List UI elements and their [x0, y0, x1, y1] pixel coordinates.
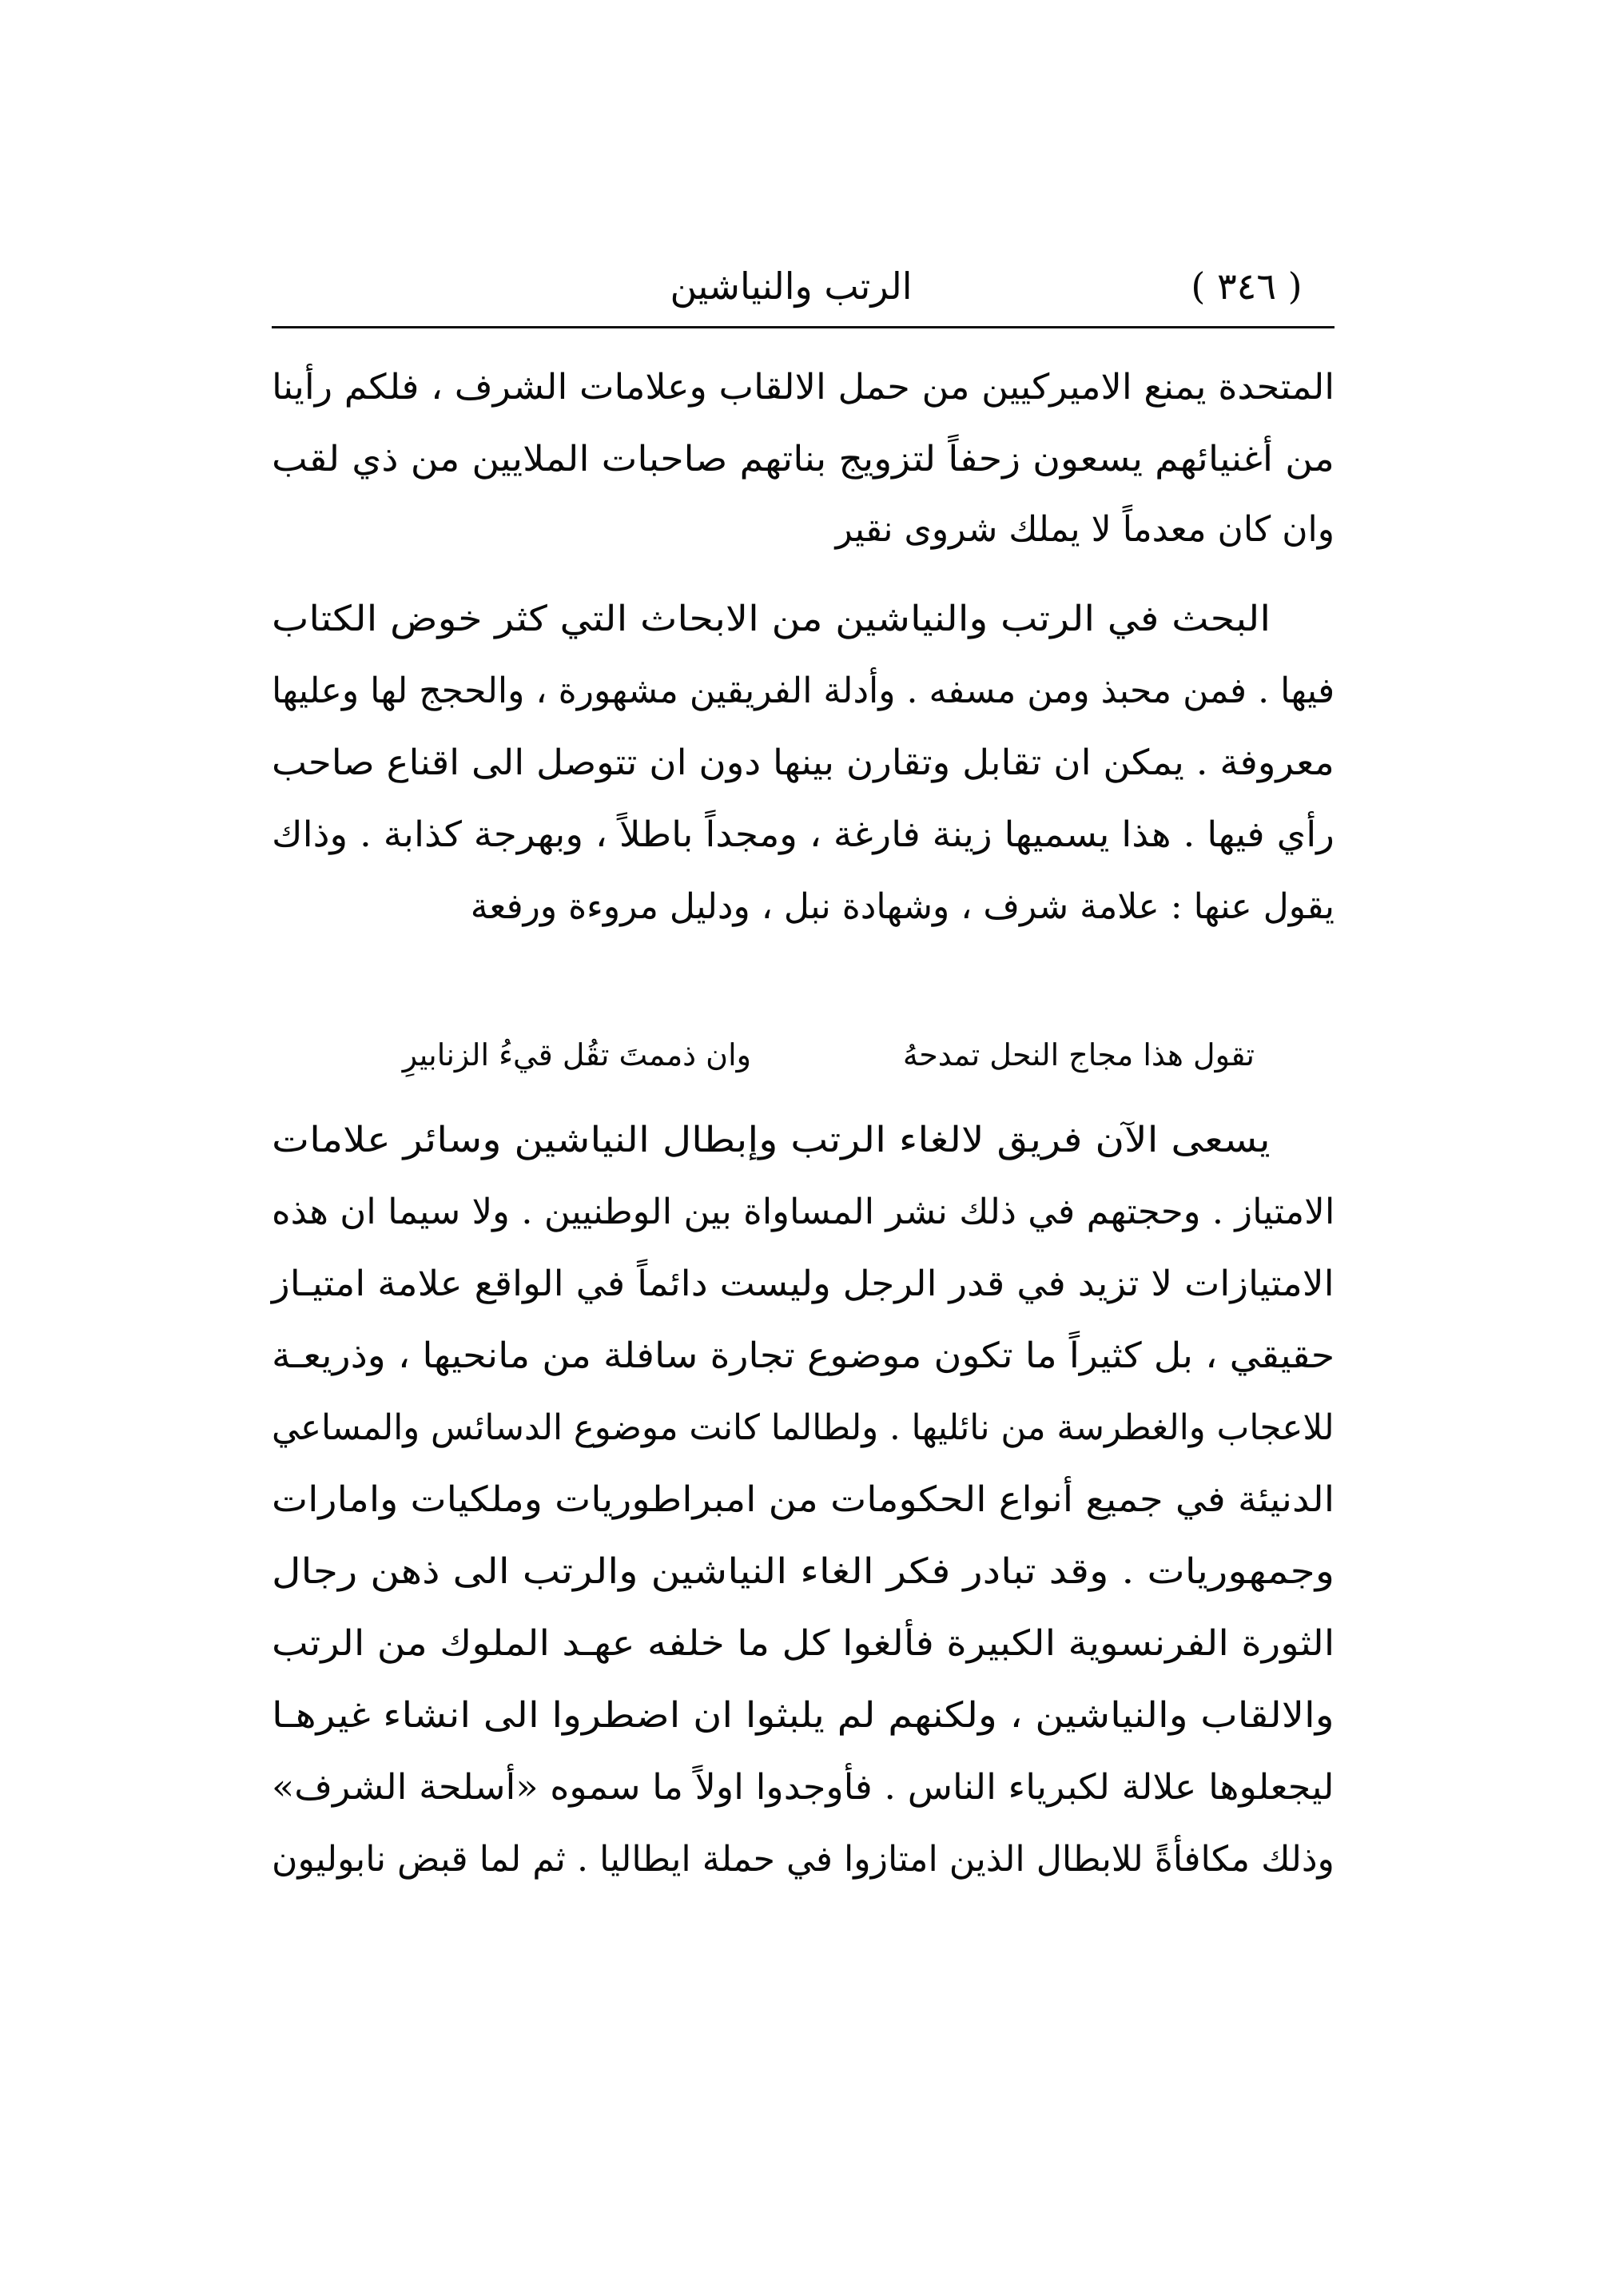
text-line	[272, 424, 1335, 495]
text-line	[272, 1176, 1335, 1248]
text-line	[272, 1464, 1335, 1536]
poetry-verse	[272, 1019, 1335, 1091]
text-line	[272, 871, 1335, 943]
text-line-content: ليجعلوها علالة لكبرياء الناس . فأوجدوا اولاً ما سموه «أسلحة الشرف»	[272, 1767, 1335, 1808]
running-title: الرتب والنياشين	[670, 265, 913, 308]
verse-second-hemistich: وان ذممتَ تقُل قيءُ الزنابيرِ	[402, 1037, 751, 1072]
verse-first-hemistich: تقول هذا مجاج النحل تمدحهُ	[902, 1037, 1255, 1072]
text-line	[272, 1248, 1335, 1320]
text-line	[272, 1104, 1335, 1176]
header-rule	[272, 326, 1335, 328]
text-line-content: فيها . فمن محبذ ومن مسفه . وأدلة الفريقين مشهورة ، والحجج لها وعليها	[271, 670, 1335, 711]
text-line-content: يقول عنها : علامة شرف ، وشهادة نبل ، ودليل مروءة ورفعة	[470, 886, 1335, 927]
text-line-content: المتحدة يمنع الاميركيين من حمل الالقاب وعلامات الشرف ، فلكم رأينا	[271, 367, 1335, 408]
text-line-content: رأي فيها . هذا يسميها زينة فارغة ، ومجداً باطلاً ، وبهرجة كذابة . وذاك	[272, 814, 1335, 855]
text-line-content: البحث في الرتب والنياشين من الابحاث التي كثر خوض الكتاب	[271, 599, 1271, 639]
text-line-content: من أغنيائهم يسعون زحفاً لتزويج بناتهم صاحبات الملايين من ذي لقب	[272, 439, 1335, 479]
text-line	[272, 1608, 1335, 1680]
text-line-content: وجمهوريات . وقد تبادر فكر الغاء النياشين والرتب الى ذهن رجال	[271, 1551, 1335, 1592]
text-line	[272, 727, 1335, 799]
text-line-content: معروفة . يمكن ان تقابل وتقارن بينها دون ان تتوصل الى اقناع صاحب	[272, 742, 1335, 783]
text-line	[272, 1752, 1335, 1824]
text-line-content: الامتيازات لا تزيد في قدر الرجل وليست دائماً في الواقع علامة امتيـاز	[272, 1263, 1335, 1304]
page-number: ( ٣٤٦ )	[1191, 265, 1303, 308]
text-line	[272, 352, 1335, 424]
text-line-content: الثورة الفرنسوية الكبيرة فألغوا كل ما خلفه عهـد الملوك من الرتب	[271, 1623, 1335, 1664]
text-line	[272, 655, 1335, 727]
text-line-content: حقيقي ، بل كثيراً ما تكون موضوع تجارة سافلة من مانحيها ، وذريعـة	[271, 1335, 1335, 1376]
text-line	[272, 1824, 1335, 1896]
text-line	[272, 1680, 1335, 1752]
text-line-content: الدنيئة في جميع أنواع الحكومات من امبراطوريات وملكيات وامارات	[271, 1479, 1335, 1520]
text-line	[272, 799, 1335, 871]
text-line-content: الامتياز . وحجتهم في ذلك نشر المساواة بين الوطنيين . ولا سيما ان هذه	[271, 1192, 1335, 1232]
text-line	[272, 1320, 1335, 1392]
text-line-content: وذلك مكافأةً للابطال الذين امتازوا في حملة ايطاليا . ثم لما قبض نابوليون	[272, 1839, 1335, 1880]
text-line	[272, 494, 1335, 566]
text-line	[272, 583, 1335, 655]
text-line	[272, 1536, 1335, 1608]
text-line	[272, 1392, 1335, 1464]
text-line-content: والالقاب والنياشين ، ولكنهم لم يلبثوا ان اضطروا الى انشاء غيرهـا	[272, 1695, 1335, 1736]
running-header	[272, 254, 1335, 318]
text-line-content: يسعى الآن فريق لالغاء الرتب وإبطال النياشين وسائر علامات	[272, 1120, 1271, 1160]
text-line-content: للاعجاب والغطرسة من نائليها . ولطالما كانت موضوع الدسائس والمساعي	[272, 1407, 1335, 1448]
text-line-content: وان كان معدماً لا يملك شروى نقير	[835, 509, 1335, 550]
